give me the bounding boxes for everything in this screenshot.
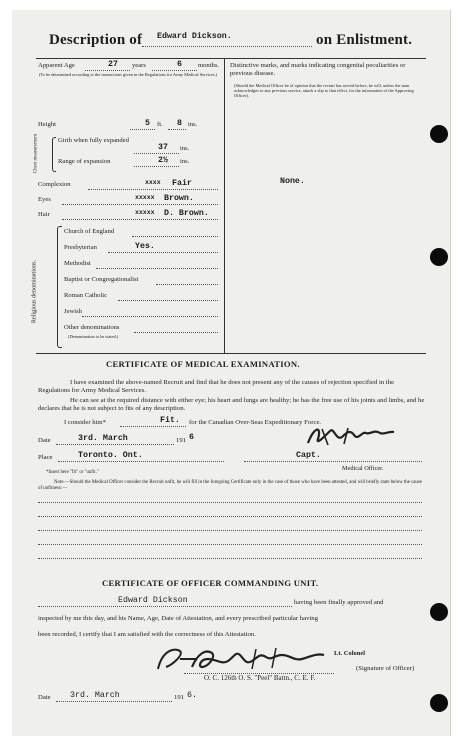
medical-date-value: 3rd. March	[78, 434, 128, 443]
unfitness-line	[38, 544, 422, 545]
age-months-label: months.	[198, 62, 220, 69]
chest-group-label: Chest measurement	[33, 133, 39, 174]
religion-item-label: Methodist	[64, 260, 91, 267]
complexion-value: Fair	[172, 179, 192, 188]
height-feet-line	[130, 129, 155, 130]
religion-item-label: Other denominations	[64, 324, 120, 331]
title-end: on Enlistment.	[316, 32, 413, 48]
officer-heading: CERTIFICATE OF OFFICER COMMANDING UNIT.	[102, 578, 319, 588]
complexion-struck: xxxx	[145, 179, 161, 186]
height-ft-label: ft.	[157, 121, 163, 128]
medical-consider-label: I consider him*	[64, 419, 106, 426]
medical-date-line	[56, 444, 174, 445]
age-note: (To be determined according to the instructions given in the Regulations for Army Medical Services.)	[38, 72, 218, 77]
officer-line3: been recorded, I certify that I am satisfied with the correctness of this Attestation.	[38, 631, 256, 638]
punch-hole	[430, 248, 448, 266]
religion-item-label: Church of England	[64, 228, 115, 235]
height-label: Height	[38, 121, 56, 128]
title-dotted-line	[142, 46, 312, 47]
recruit-name: Edward Dickson.	[157, 32, 232, 41]
complexion-label: Complexion	[38, 181, 71, 188]
medical-place-line	[58, 461, 224, 462]
medical-para2: He can see at the required distance with either eye; his heart and lungs are healthy; he has the free use of his joints and limbs, and he declares that he is not subject to fits of any description.	[38, 397, 425, 413]
chest-range-unit: ins.	[180, 158, 190, 165]
medical-rank-value: Capt.	[296, 451, 321, 460]
height-feet-value: 5	[145, 119, 150, 128]
religion-item-label: Presbyterian	[64, 244, 97, 251]
distinctive-note: (Should the Medical Officer be of opinion that the recruit has served before, he will, unless the man acknowledges to any previous service, attach a slip to that effect, for the information of the Approving Officer).	[234, 83, 414, 98]
chest-girth-line	[134, 153, 179, 154]
religion-item-label: Jewish	[64, 308, 82, 315]
age-months-line	[152, 70, 197, 71]
medical-heading: CERTIFICATE OF MEDICAL EXAMINATION.	[106, 359, 300, 369]
officer-year-prefix: 191	[174, 694, 185, 701]
eyes-struck: xxxxx	[135, 194, 155, 201]
unfitness-line	[38, 502, 422, 503]
column-divider	[224, 58, 225, 353]
bottom-rule	[36, 353, 426, 354]
medical-footnote: *Insert here "fit" or "unfit."	[46, 470, 99, 475]
top-rule	[36, 58, 426, 59]
unfitness-line	[38, 530, 422, 531]
medical-year-prefix: 191	[176, 437, 187, 444]
officer-date-label: Date	[38, 694, 51, 701]
unfitness-line	[38, 516, 422, 517]
religion-item-line	[134, 332, 218, 333]
religion-brace	[57, 226, 62, 348]
hair-line	[62, 219, 218, 220]
religion-item-line	[156, 284, 218, 285]
officer-date-value: 3rd. March	[70, 691, 120, 700]
medical-officer-label: Medical Officer.	[342, 465, 384, 472]
age-years-line	[85, 70, 130, 71]
chest-range-line	[134, 166, 179, 167]
complexion-line	[88, 189, 218, 190]
officer-name-value: Edward Dickson	[118, 596, 188, 605]
title-start: Description of	[49, 32, 143, 48]
medical-consider-value: Fit.	[160, 416, 180, 425]
page-title	[49, 32, 142, 49]
hair-value: D. Brown.	[164, 209, 209, 218]
eyes-value: Brown.	[164, 194, 194, 203]
distinctive-value: None.	[280, 177, 305, 186]
hair-label: Hair	[38, 211, 50, 218]
officer-line1: having been finally approved and	[294, 599, 384, 606]
punch-hole	[430, 603, 448, 621]
medical-rank-line	[244, 461, 422, 462]
religion-item-line	[118, 300, 218, 301]
chest-girth-unit: ins.	[180, 145, 190, 152]
chest-girth-label: Girth when fully expanded	[58, 137, 129, 144]
religion-item-value: Yes.	[135, 242, 155, 251]
religion-item-label: Roman Catholic	[64, 292, 108, 299]
punch-hole	[430, 125, 448, 143]
punch-hole	[430, 694, 448, 712]
medical-consider-line	[120, 426, 186, 427]
commanding-officer-signature	[152, 643, 328, 677]
attestation-page	[12, 10, 451, 736]
eyes-label: Eyes	[38, 196, 51, 203]
religion-item-line	[96, 268, 218, 269]
officer-sig-label: (Signature of Officer)	[356, 665, 415, 672]
chest-girth-value: 37	[158, 143, 168, 152]
height-inches-value: 8	[177, 119, 182, 128]
distinctive-heading: Distinctive marks, and marks indicating congenital peculiarities or previous disease.	[230, 62, 406, 77]
medical-para1: I have examined the above-named Recruit and find that he does not present any of the causes of rejection specified in the Regulations for Army Medical Services.	[38, 379, 395, 395]
religion-item-line	[132, 236, 218, 237]
height-ins-label: ins.	[188, 121, 198, 128]
medical-note: Note.—Should the Medical Officer consider the Recruit unfit, he will fill in the foregoing Certificate only in the case of those who have been attested, and will briefly state below the cause of unfitness:—	[38, 480, 422, 491]
officer-date-line	[56, 701, 172, 702]
age-label: Apparent Age	[38, 62, 75, 69]
religion-other-note: (Denomination to be stated.)	[68, 334, 119, 339]
medical-for-text: for the Canadian Over-Seas Expeditionary Force.	[189, 419, 322, 426]
religion-item-line	[108, 252, 218, 253]
officer-stamp: O. C. 126th O. S. "Peel" Battn., C. E. F.	[204, 674, 316, 682]
chest-range-label: Range of expansion	[58, 158, 111, 165]
medical-place-label: Place	[38, 454, 53, 461]
officer-line2: inspected by me this day, and his Name, Age, Date of Attestation, and every prescribed particular having	[38, 615, 318, 622]
age-years-value: 27	[108, 60, 118, 69]
officer-rank: Lt. Colonel	[334, 650, 366, 657]
medical-place-value: Toronto. Ont.	[78, 451, 143, 460]
unfitness-line	[38, 558, 422, 559]
religion-group-label: Religious denominations.	[30, 259, 38, 324]
hair-struck: xxxxx	[135, 209, 155, 216]
officer-name-line	[38, 606, 292, 607]
chest-brace	[52, 137, 56, 172]
medical-date-label: Date	[38, 437, 51, 444]
age-years-label: years	[132, 62, 146, 69]
officer-year-digit: 6.	[187, 691, 197, 700]
age-months-value: 6	[177, 60, 182, 69]
medical-year-digit: 6	[189, 433, 194, 442]
religion-item-label: Baptist or Congregationalist	[64, 276, 139, 283]
height-inches-line	[168, 129, 186, 130]
chest-range-value: 2½	[158, 156, 168, 165]
eyes-line	[62, 204, 218, 205]
religion-item-line	[82, 316, 218, 317]
medical-officer-signature	[304, 423, 396, 449]
